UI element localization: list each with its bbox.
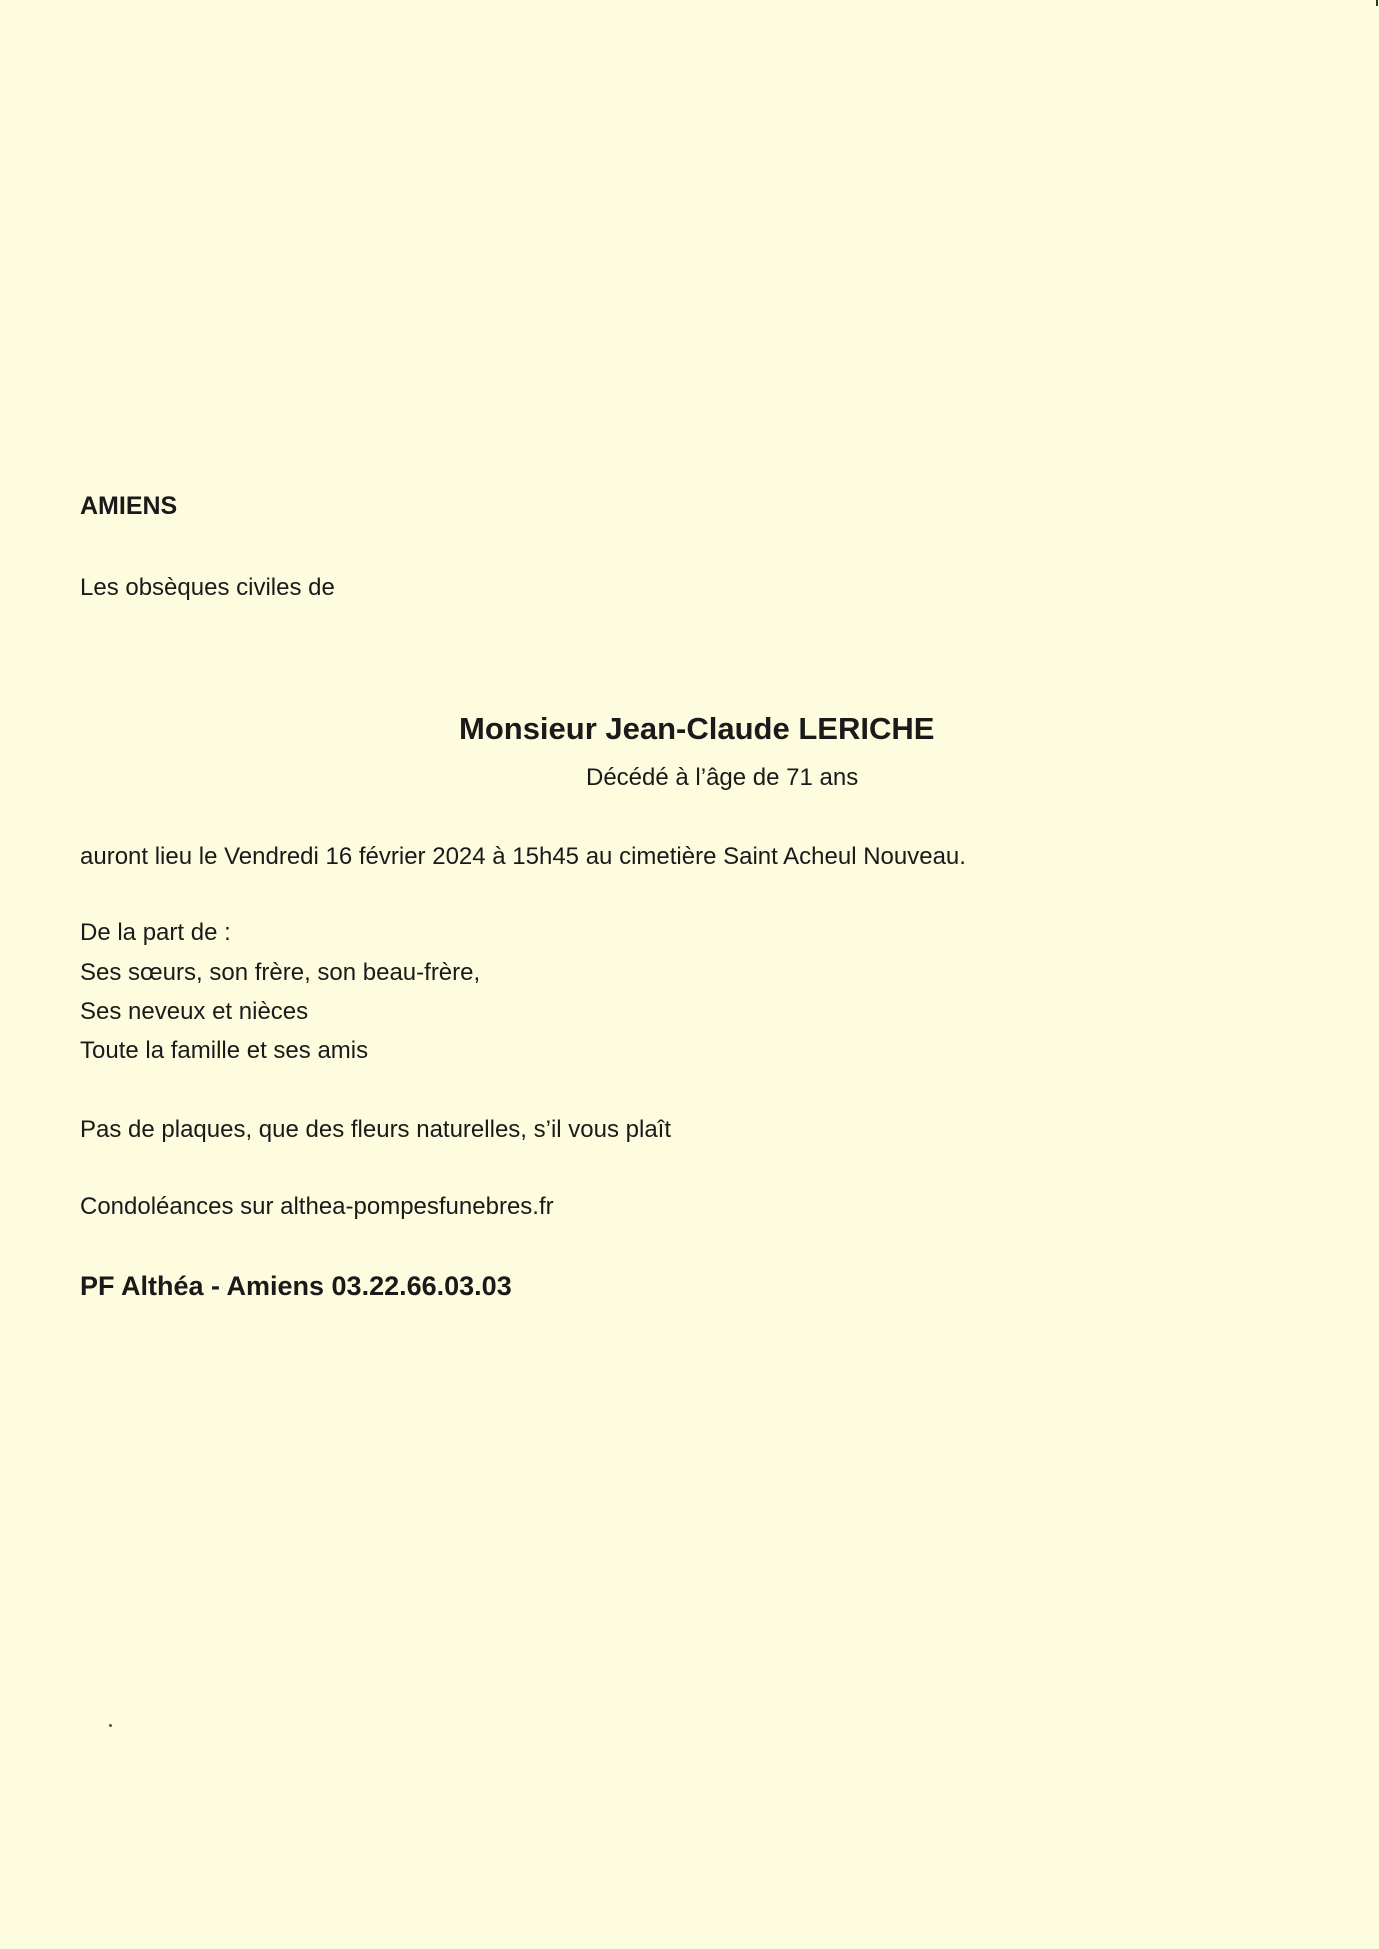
from-label: De la part de : <box>80 919 231 946</box>
family-line: Ses neveux et nièces <box>80 998 309 1025</box>
family-line: Toute la famille et ses amis <box>80 1037 369 1064</box>
scan-mark <box>1376 0 1378 6</box>
funeral-home-contact: PF Althéa - Amiens 03.22.66.03.03 <box>80 1271 512 1301</box>
condolences-line: Condoléances sur althea-pompesfunebres.fr <box>80 1193 554 1220</box>
intro-text: Les obsèques civiles de <box>80 574 335 601</box>
flowers-request: Pas de plaques, que des fleurs naturelles, s’il vous plaît <box>80 1116 672 1143</box>
deceased-name: Monsieur Jean-Claude LERICHE <box>459 711 935 746</box>
scan-dot <box>109 1724 112 1727</box>
age-at-death: Décédé à l’âge de 71 ans <box>586 764 859 791</box>
family-line: Ses sœurs, son frère, son beau-frère, <box>80 959 481 986</box>
city-heading: AMIENS <box>80 492 178 520</box>
ceremony-details: auront lieu le Vendredi 16 février 2024 à 15h45 au cimetière Saint Acheul Nouveau. <box>80 843 966 870</box>
